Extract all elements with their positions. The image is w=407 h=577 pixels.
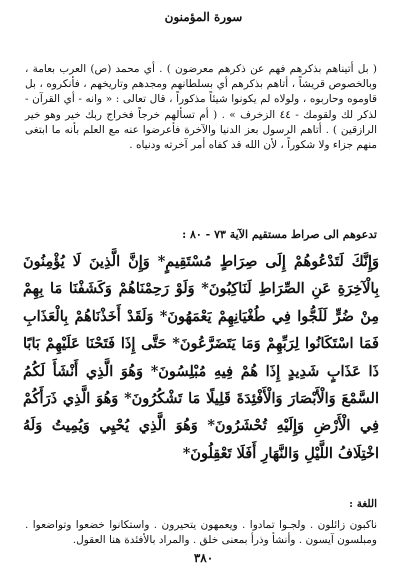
vocabulary-text: ناكبون زائلون . ولجـوا تمادوا . ويعمهون يتحيرون . واستكانوا خضعوا وتواضعوا . ومبلسون آيسون . وأنشأ وذرأ بمعنى خلق . والمراد بالأفئدة هنا العقول. [25,519,377,546]
surah-title: سورة المؤمنون [164,10,243,24]
section-title: تدعوهم الى صراط مستقيم الآية ٧٣ - ٨٠ : [182,228,377,241]
vocabulary-title: اللغة : [349,498,377,510]
quran-verses: وَإِنَّكَ لَتَدْعُوهُمْ إِلَى صِرَاطٍ مُسْتَقِيمٍ* وَإِنَّ الَّذِينَ لَا يُؤْمِنُونَ بِالْآخِرَةِ عَنِ الصِّرَاطِ لَنَاكِبُونَ* وَلَوْ رَحِمْنَاهُمْ وَكَشَفْنَا مَا بِهِمْ مِنْ ضُرٍّ لَلَجُّوا فِي طُغْيَانِهِمْ يَعْمَهُونَ* وَلَقَدْ أَخَذْنَاهُمْ بِالْعَذَابِ فَمَا اسْتَكَانُوا لِرَبِّهِمْ وَمَا يَتَضَرَّعُونَ* حَتَّى إِذَا فَتَحْنَا عَلَيْهِمْ بَابًا ذَا عَذَابٍ شَدِيدٍ إِذَا هُمْ فِيهِ مُبْلِسُونَ* وَهُوَ الَّذِي أَنْشَأَ لَكُمُ السَّمْعَ وَالْأَبْصَارَ وَالْأَفْئِدَةَ قَلِيلًا مَا تَشْكُرُونَ* وَهُوَ الَّذِي ذَرَأَكُمْ فِي الْأَرْضِ وَإِلَيْهِ تُحْشَرُونَ* وَهُوَ الَّذِي يُحْيِي وَيُمِيتُ وَلَهُ اخْتِلَافُ اللَّيْلِ وَالنَّهَارِ أَفَلَا تَعْقِلُونَ* [23,253,379,462]
page-number: ٣٨٠ [193,551,214,565]
commentary-paragraph: ( بل أتيناهم بذكرهم فهم عن ذكرهم معرضون ) . أي محمد (ص) العرب بعامة ، وبالخصوص قريشاً ، أتاهم بذكرهم أي بسلطانهم ومجدهم وتاريخهم ، فأنكروه ، بل قاوموه وحاربوه ، ولولاه لم يكونوا شيئاً مذكوراً ، قال تعالى : « وانه - أي القرآن - لذكر لك ولقومك - ٤٤ الزخرف » . ( أم تسألهم خرجاً فخراج ربك خير وهو خير الرازقين ) . أتاهم الرسول بعز الدنيا والآخرة فأعرضوا عنه مع العلم بأنه ما ابتغى منهم جزاء ولا شكوراً ، لأن الله قد كفاه أمر آخرته ودنياه . [25,63,377,152]
